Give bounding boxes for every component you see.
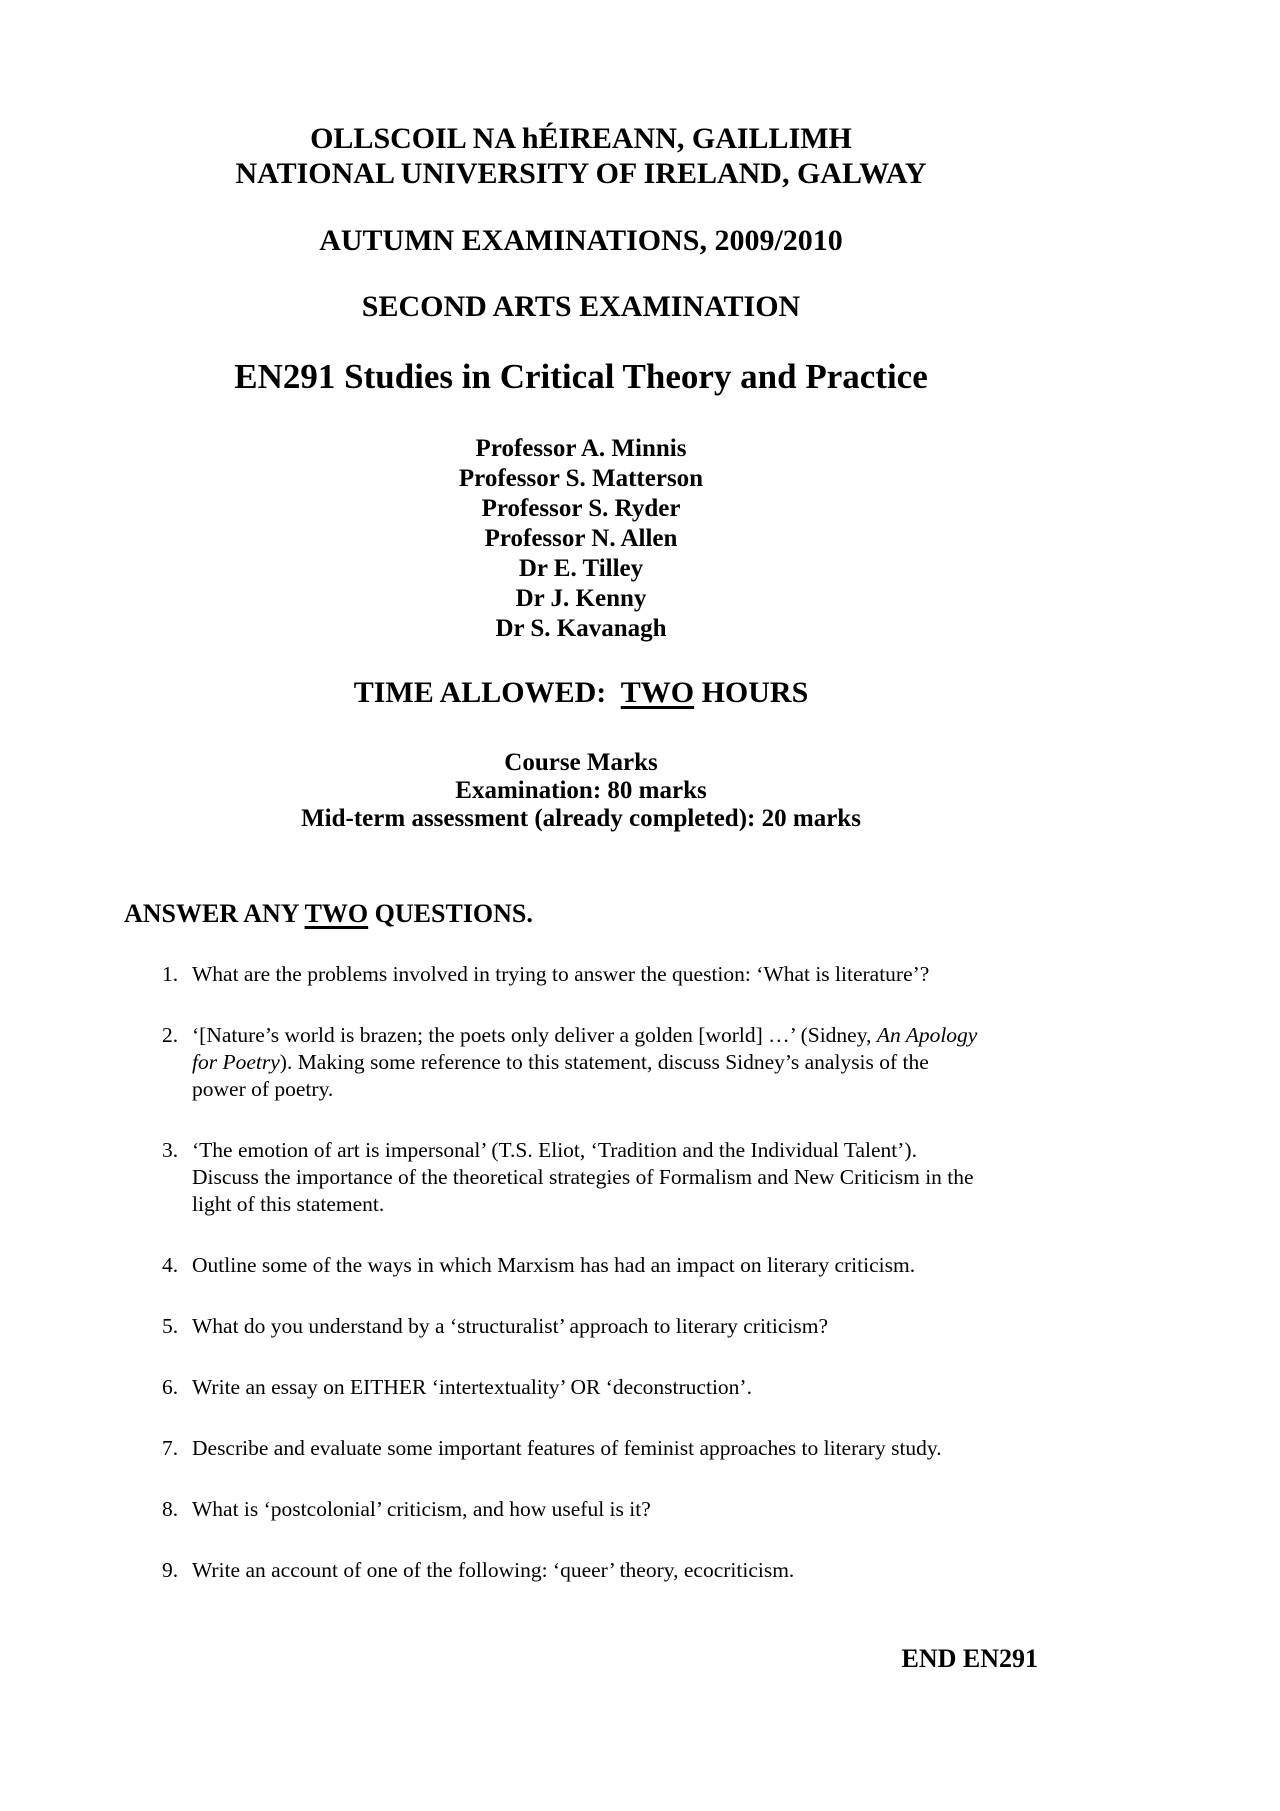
examination-name: SECOND ARTS EXAMINATION [361,290,801,323]
university-header [124,0,1038,191]
centered-content [124,0,1038,833]
examiner-list [124,434,1038,644]
answer-instruction [124,897,1280,931]
course-marks-title: Course Marks [504,749,658,776]
examiner-name: Dr S. Kavanagh [495,615,667,642]
university-name-english: NATIONAL UNIVERSITY OF IRELAND, GALWAY [235,157,927,190]
midterm-marks: Mid-term assessment (already completed): 20 marks [301,805,861,832]
question-number: 5. [162,1314,179,1338]
question-text: Describe and evaluate some important features of feminist approaches to literary study. [192,1436,942,1460]
question-item [162,961,1280,988]
examiner-name: Professor A. Minnis [475,435,687,462]
question-number: 2. [162,1023,179,1047]
question-item [162,1496,1280,1523]
examiner-name: Professor S. Matterson [458,465,704,492]
time-allowed-underlined-word: TWO [620,676,695,709]
time-allowed-heading [124,674,1038,712]
question-item [162,1252,1280,1279]
question-number: 3. [162,1138,179,1162]
question-item [162,1022,1280,1103]
examination-marks: Examination: 80 marks [455,777,707,804]
end-label: END EN291 [901,1644,1038,1673]
university-name-irish: OLLSCOIL NA hÉIREANN, GAILLIMH [310,122,852,155]
question-text: What do you understand by a ‘structuralist’ approach to literary criticism? [192,1314,829,1338]
question-number: 8. [162,1497,179,1521]
question-item [162,1374,1280,1401]
question-number: 9. [162,1558,179,1582]
examiner-name: Professor N. Allen [484,525,678,552]
question-number: 4. [162,1253,179,1277]
footer-row [124,1642,1038,1676]
question-item [162,1435,1280,1462]
question-list [0,961,1280,1584]
instruction-underlined-word: TWO [304,899,369,928]
course-title: EN291 Studies in Critical Theory and Practice [234,357,928,396]
examiner-name: Dr J. Kenny [515,585,647,612]
question-text: ‘[Nature’s world is brazen; the poets only deliver a golden [world] …’ (Sidney, An Apology for Poetry). Making some reference to this statement, discuss Sidney’s analysis of the power of poetry. [192,1023,978,1101]
question-text: What is ‘postcolonial’ criticism, and how useful is it? [192,1497,651,1521]
question-text: Write an account of one of the following: ‘queer’ theory, ecocriticism. [192,1558,795,1582]
question-text: Outline some of the ways in which Marxism has had an impact on literary criticism. [192,1253,916,1277]
course-marks-block [124,749,1038,833]
time-allowed-suffix: HOURS [694,676,809,709]
question-text: What are the problems involved in trying to answer the question: ‘What is literature’? [192,962,930,986]
instruction-suffix: QUESTIONS. [368,899,533,928]
question-item [162,1557,1280,1584]
question-text: Write an essay on EITHER ‘intertextuality’ OR ‘deconstruction’. [192,1375,752,1399]
instruction-prefix: ANSWER ANY [124,899,305,928]
examiner-name: Professor S. Ryder [481,495,681,522]
examiner-name: Dr E. Tilley [518,555,644,582]
question-number: 7. [162,1436,179,1460]
question-item [162,1313,1280,1340]
question-item [162,1137,1280,1218]
question-number: 1. [162,962,179,986]
exam-session: AUTUMN EXAMINATIONS, 2009/2010 [319,224,843,257]
question-text: ‘The emotion of art is impersonal’ (T.S. Eliot, ‘Tradition and the Individual Talent’). Discuss the importance of the theoretical strategies of Formalism and New Criticism in the light of this statement. [192,1138,974,1216]
time-allowed-prefix: TIME ALLOWED: [353,676,621,709]
question-number: 6. [162,1375,179,1399]
